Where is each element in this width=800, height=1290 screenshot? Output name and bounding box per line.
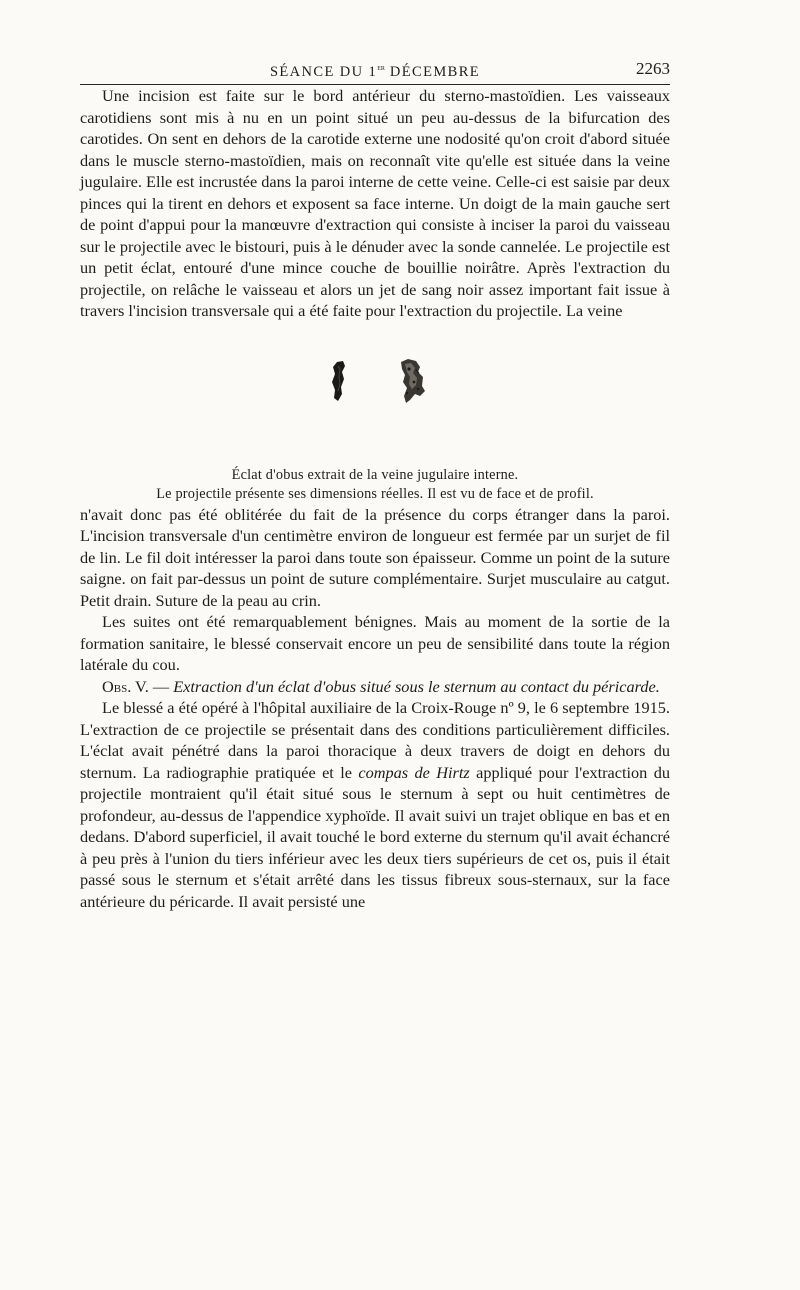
running-title-pre: SÉANCE DU 1 <box>269 63 378 80</box>
observation-dash: — <box>148 676 174 696</box>
paragraph-case-description <box>80 697 670 912</box>
case-text-part-2: appliqué pour l'extraction du projectile montraient qu'il était situé sous le sternum à sept ou huit centimètres de profondeur, au-dessus de l'appendice xyphoïde. Il avait suivi un trajet oblique en bas et en dedans. D'abord superficiel, il avait touché le bord externe du sternum qu'il avait échancré à peu près à l'union du tiers inférieur avec les deux tiers supérieurs de cet os, puis il était passé sous le sternum et s'était arrêté dans les tissus fibreux sous-sternaux, sur la face antérieure du péricarde. Il avait persisté une <box>80 762 670 911</box>
page <box>80 54 670 912</box>
running-title <box>80 62 670 81</box>
observation-heading <box>80 676 670 698</box>
page-number: 2263 <box>636 59 670 78</box>
case-text-compas: compas de Hirtz <box>358 762 470 782</box>
figure-caption <box>80 466 670 504</box>
observation-label: Obs. V. <box>102 676 149 696</box>
figure-caption-line-1: Éclat d'obus extrait de la veine jugulaire interne. <box>231 466 519 483</box>
observation-title: Extraction d'un éclat d'obus situé sous le sternum au contact du péricarde. <box>173 676 660 696</box>
paragraph-suture: n'avait donc pas été oblitérée du fait de la présence du corps étranger dans la paroi. L'incision transversale d'un centimètre environ de longueur est fermée par un surjet de fil de lin. Le fil doit intéresser la paroi dans toute son épaisseur. Comme un point de la suture saigne. on fait par-dessus un point de suture complémentaire. Surjet musculaire au catgut. Petit drain. Suture de la peau au crin. <box>80 504 670 610</box>
figure-caption-line-2: Le projectile présente ses dimensions réelles. Il est vu de face et de profil. <box>156 485 594 502</box>
fragment-profile-image <box>328 360 350 402</box>
paragraph-incision: Une incision est faite sur le bord antérieur du sterno-mastoïdien. Les vaisseaux carotidiens sont mis à nu en un point situé un peu au-dessus de la bifurcation des carotides. On sent en dehors de la carotide externe une nodosité qu'on croit d'abord située dans le muscle sterno-mastoïdien, mais on reconnaît vite qu'elle est située dans la veine jugulaire. Elle est incrustée dans la paroi interne de cette veine. Celle-ci est saisie par deux pinces qui la tirent en dehors et exposent sa face interne. Un doigt de la main gauche sert de point d'appui pour la manœuvre d'extraction qui consiste à inciser la paroi du vaisseau sur le projectile avec le bistouri, puis à le dénuder avec la sonde cannelée. Le projectile est un petit éclat, entouré d'une mince couche de bouillie noirâtre. Après l'extraction du projectile, on relâche le vaisseau et alors un jet de sang noir assez important fait issue à travers l'incision transversale qui a été faite pour l'extraction du projectile. La veine <box>80 86 670 320</box>
case-text-part-1: Le blessé a été opéré à l'hôpital auxiliaire de la Croix-Rouge nº 9, le 6 septembre 1915. L'extraction de ce projectile se présentait dans des conditions particulièrement difficiles. L'éclat avait pénétré dans la paroi thoracique à deux travers de doigt en dehors du sternum. La radiographie pratiquée et le <box>80 698 670 782</box>
running-title-post: DÉCEMBRE <box>384 63 481 80</box>
running-head <box>80 54 670 85</box>
running-title-superscript: er <box>377 62 385 72</box>
fragment-face-image <box>398 358 428 404</box>
figure-shell-fragment <box>80 350 670 460</box>
paragraph-outcome: Les suites ont été remarquablement bénignes. Mais au moment de la sortie de la formation sanitaire, le blessé conservait encore un peu de sensibilité dans toute la région latérale du cou. <box>80 612 670 674</box>
